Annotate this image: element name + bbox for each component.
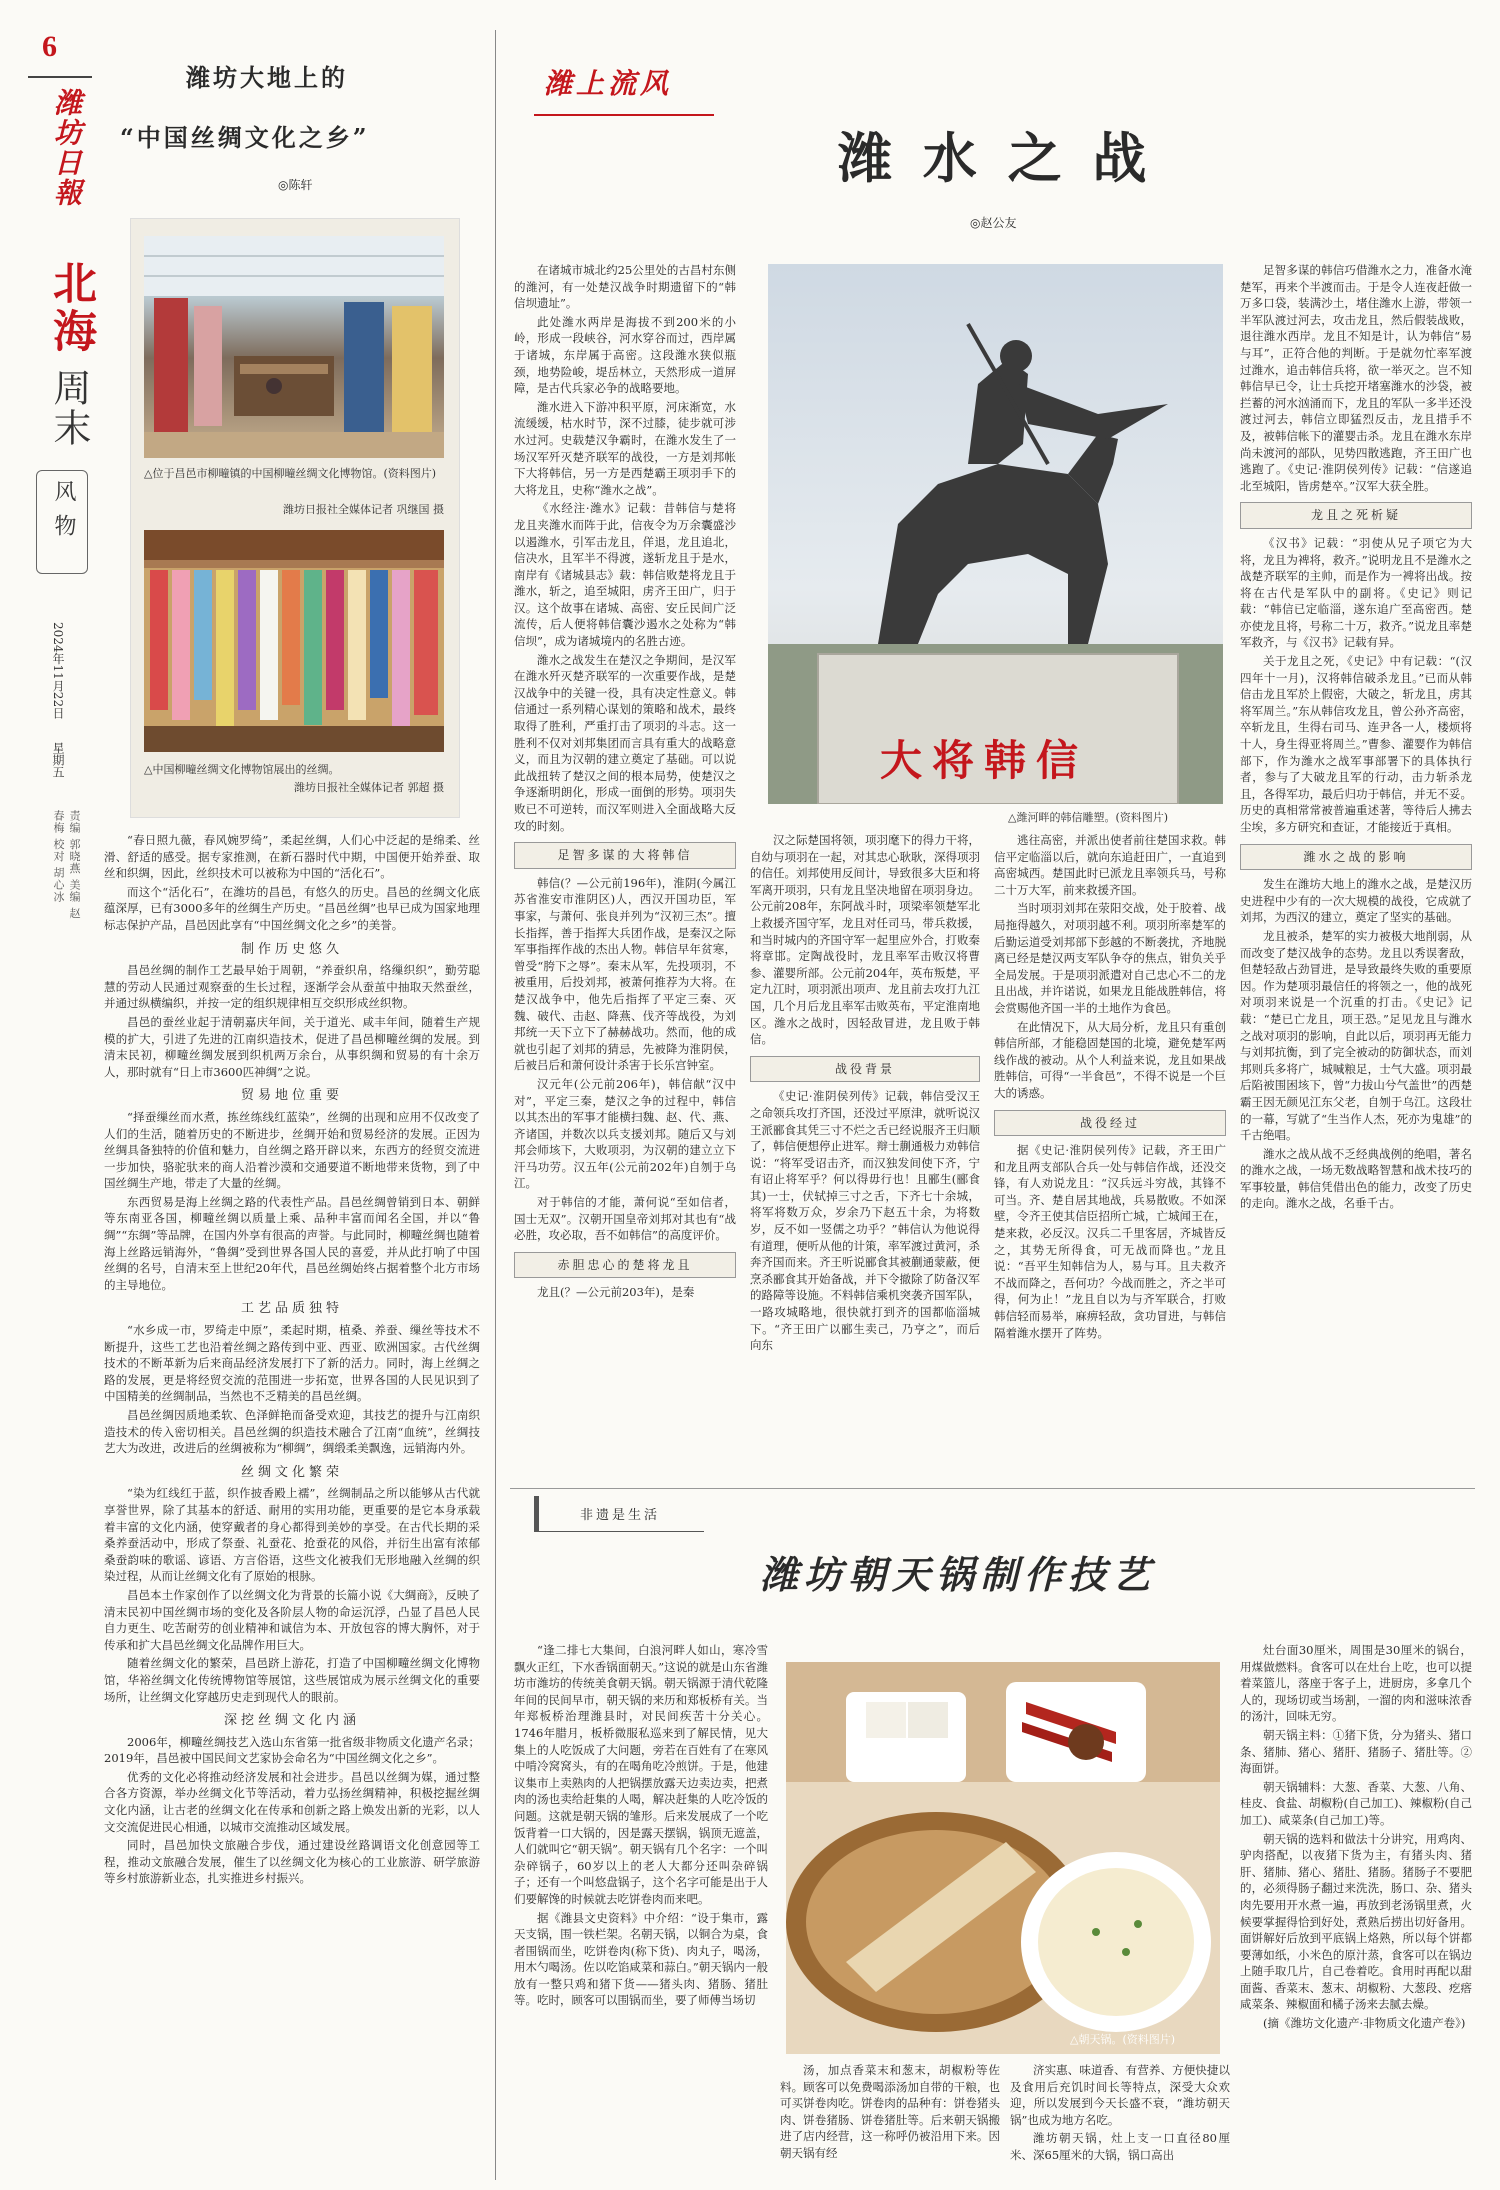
col3-para: 当时项羽刘邦在荥阳交战，处于胶着、战局拖得越久，对项羽越不利。项羽所率楚军的后勤运道受刘邦部下彭越的不断袭扰，齐地脱离已经是楚汉两支军队争夺的焦点，钳负关乎全局发展。于是项羽派遣对自己忠心不二的龙且出战，并许诺说，如果龙且能战胜韩信，将会赏赐他齐国一半的土地作为食邑。 (994, 901, 1226, 1015)
intro-para-2: 而这个“活化石”，在潍坊的昌邑，有悠久的历史。昌邑的丝绸文化底蕴深厚，已有3000多年的丝绸生产历史。“昌邑丝绸”也早已成为国家地理标志保护产品，昌邑因此享有“中国丝绸文化之乡”的美誉。 (104, 884, 480, 932)
section-para: 同时，昌邑加快文旅融合步伐，通过建设丝路调语文化创意园等工程，推动文旅融合发展，催生了以丝绸文化为核心的工业旅游、研学旅游等乡村旅游新业态，扎实推进乡村振兴。 (104, 1838, 480, 1886)
bottom-col4-para: 朝天锅主料：①猪下货，分为猪头、猪口条、猪肺、猪心、猪肝、猪肠子、猪肚等。②海面饼。 (1240, 1727, 1472, 1776)
bottom-col4 (1240, 1642, 1472, 2034)
han-xin-statue-photo (768, 264, 1223, 804)
col4-para: 足智多谋的韩信巧借潍水之力，准备水淹楚军，再来个半渡而击。于是令人连夜赶做一万多口袋，装满沙土，堵住潍水上游，带领一半军队渡过河去，攻击龙且，然后假装战败，退往潍水西岸。龙且不知是计，认为韩信“易与耳”，正符合他的判断。于是就勿忙率军渡过潍水，追击韩信兵将，欲一举灭之。岂不知韩信早已令，让士兵挖开堵塞潍水的沙袋，被拦蓄的河水汹涌而下，龙且的军队一多半还没渡过河去，韩信立即猛烈反击，龙且措手不及，被韩信帐下的灌婴击杀。龙且在潍水东岸尚未渡河的部队，见势四散逃跑，齐王田广也逃跑了。《史记·淮阴侯列传》记载：“信遂追北至城阳，皆虏楚卒。”汉军大获全胜。 (1240, 263, 1472, 493)
section-heading: 深挖丝绸文化内涵 (223, 1713, 360, 1729)
col4-para: 发生在潍坊大地上的潍水之战，是楚汉历史进程中少有的一次大规模的战役，它成就了刘邦，为西汉的建立，奠定了坚实的基础。 (1240, 877, 1472, 925)
masthead-top-rule (28, 76, 92, 78)
column-logo: 潍上流风 (544, 67, 673, 100)
section-heading: 工艺品质独特 (240, 1301, 343, 1317)
bottom-col3 (1010, 2062, 1230, 2166)
col4-heading-b: 潍水之战的影响 (1240, 844, 1472, 871)
statue-plaque: 大将韩信 (880, 736, 1089, 785)
statue-photo-caption: △潍河畔的韩信雕塑。(资料图片) (1008, 811, 1169, 824)
silk-display-photo (144, 530, 444, 752)
bottom-article-title: 潍坊朝天锅制作技艺 (760, 1552, 1157, 1597)
center-article-title: 潍 水 之 战 (838, 126, 1153, 190)
center-article-author: ◎赵公友 (970, 216, 1017, 230)
photo2-caption: △中国柳疃丝绸文化博物馆展出的丝绸。 (144, 763, 340, 776)
bottom-col3-para: 济实惠、味道香、有营养、方便快捷以及食用后充饥时间长等特点，深受大众欢迎，所以发展到今天长盛不衰，“潍坊朝天锅”也成为地方名吃。 (1010, 2063, 1230, 2127)
section-para: 昌邑丝绸的制作工艺最早始于周朝，“养蚕织帛，络缫织织”，勤劳聪慧的劳动人民通过观察蚕的生长过程，逐渐学会从蚕茧中抽取天然蚕丝，并通过纵横编织，并按一定的组织规律相互交织形成丝织物。 (104, 963, 480, 1011)
col1-para: 汉元年(公元前206年)，韩信献“汉中对”，平定三秦，楚汉之争的过程中，韩信以其杰出的军事才能横扫魏、赵、代、燕、齐诸国，并数次以兵支援刘邦。随后又与刘邦会师垓下，大败项羽，为汉朝的建立立下汗马功劳。汉五年(公元前202年)自刎于乌江。 (514, 1076, 736, 1191)
bottom-col1 (514, 1642, 768, 2011)
section-para: 随着丝绸文化的繁荣，昌邑跻上游花，打造了中国柳疃丝绸文化博物馆，华裕丝绸文化传统博物馆等展馆，这些展馆成为展示丝绸文化的重要场所，让丝绸文化穿越历史走到现代人的眼前。 (104, 1656, 480, 1704)
left-article-title-line2: “中国丝绸文化之乡” (120, 123, 370, 152)
section-para: “染为红线红于蓝，织作披香殿上襦”，丝绸制品之所以能够从古代就享誉世界，除了其基本的舒适、耐用的实用功能，更重要的是它本身承载着丰富的文化内涵，使穿戴者的身心都得到美妙的享受。在古代长期的采桑养蚕活动中，形成了祭蚕、礼蚕花、抢蚕花的风俗，并衍生出富有浓郁桑蚕韵味的歌谣、谚语、方言俗语，这些文化被我们无形地融入丝绸的织染过程，从而让丝绸文化有了原始的根脉。 (104, 1486, 480, 1584)
intro-para-1: “春日照九薇，春风婉罗绮”，柔起丝绸，人们心中泛起的是绵柔、丝滑、舒适的感受。据专家推测，在新石器时代中期，中国便开始养蚕、取丝和织绸，因此，丝织技术可以被称为中国的“活化石”。 (104, 833, 480, 881)
bottom-article (510, 1492, 1475, 2182)
col4-para: 关于龙且之死，《史记》中有记载：“(汉四年十一月)，汉将韩信破杀龙且。”已而从韩信击龙且军於上假密，大破之，斩龙且，虏其将军周兰。”东从韩信攻龙且，曾公孙齐高密，卒斩龙且，生得右司马、连尹各一人，楼烦将十人，身生得亚将周兰。”曹参、灌婴作为韩信部下，作为潍水之战军事部署下的具体执行者，参与了大破龙且军的行动，击力斩杀龙且，各得军功，最后归功于韩信，并无不妥。历史的真相常常被普遍重述著，等待后人拂去尘埃，多方研究和查证，才能接近于真相。 (1240, 654, 1472, 834)
museum-interior-photo (144, 236, 444, 458)
section-para: 昌邑本土作家创作了以丝绸文化为背景的长篇小说《大绸商》，反映了清末民初中国丝绸市场的变化及各阶层人物的命运沉浮，凸显了昌邑人民自力更生、吃苦耐劳的创业精神和诚信为本、开放包容的博大胸怀，对于传承和扩大昌邑丝绸文化品牌作用巨大。 (104, 1587, 480, 1652)
center-article (510, 36, 1475, 1476)
section-heading: 丝绸文化繁荣 (240, 1464, 343, 1480)
section-para: 2006年，柳疃丝绸技艺入选山东省第一批省级非物质文化遗产名录；2019年，昌邑被中国民间文艺家协会命名为“中国丝绸文化之乡”。 (104, 1734, 480, 1766)
col3-heading: 战役经过 (994, 1110, 1226, 1137)
bottom-col4-para: 朝天锅的选料和做法十分讲究，用鸡肉、驴肉搭配，以夜猪下货为主，有猪头肉、猪肝、猪肺、猪心、猪肚、猪肠。猪肠子不要肥的，必须得肠子翻过来洗洗，肠口、杂、猪头肉先要用开水煮一遍，再放到老汤锅里煮，火候要掌握得恰到好处，煮熟后捞出切好备用。面饼解好后放到平底锅上烙熟，所以每个饼都要薄如纸，小米色的原汁蒸，食客可以在锅边上随手取几片，自己卷着吃。食用时再配以甜面酱、香菜末、葱末、胡椒粉、大葱段、疙瘩咸菜条、辣椒面和橘子汤来去腻去燥。 (1240, 1831, 1472, 2012)
chaotianguo-photo (786, 1662, 1220, 2054)
section-para: 昌邑丝绸因质地柔软、色泽鲜艳而备受欢迎，其技艺的提升与江南织造技术的传入密切相关。昌邑丝绸的织造技术融合了江南“血统”，丝绸技艺大为改进，改进后的丝绸被称为“柳绸”，绸缎柔美飘逸，远销海内外。 (104, 1408, 480, 1456)
issue-date: 2024年11月22日 (51, 622, 65, 720)
col1-para: 《水经注·潍水》记载：昔韩信与楚将龙且夹潍水而阵于此，信夜令为万余囊盛沙以遏潍水，引军击龙且，佯退，龙且追北，信决水，且军半不得渡，遂斩龙且于是水，南岸有《诸城县志》载：韩信败楚将龙且于潍水，斩之，追至城阳，虏齐王田广，归于汉。这个故事在诸城、高密、安丘民间广泛流传，后人便将韩信囊沙遏水之处称为“韩信坝”，成为诸城境内的名胜古迹。 (514, 501, 736, 649)
bottom-col2-para: 汤，加点香菜末和葱末，胡椒粉等佐料。顾客可以免费喝添汤加自带的干粮，也可买饼卷肉吃。饼卷肉的品种有：饼卷猪头肉、饼卷猪肠、饼卷猪肚等。后来朝天锅搬进了店内经营，这一称呼仍被沿用下来。因朝天锅有经 (780, 2063, 1000, 2160)
masthead (28, 22, 98, 922)
page-number: 6 (42, 30, 57, 63)
col4-heading: 龙且之死析疑 (1240, 502, 1472, 529)
col2-para: 《史记·淮阴侯列传》记载，韩信受汉王之命领兵攻打齐国，还没过平原津，就听说汉王派郦食其凭三寸不烂之舌已经说服齐王归顺了，韩信便想停止进军。辩士蒯通极力劝韩信说：“将军受诏击齐，而汉独发间使下齐，宁有诏止将军乎？何以得毋行也！且郦生(郦食其)一士，伏轼掉三寸之舌，下齐七十余城，将军将数万众，岁余乃下赵五十余，为将数岁，反不如一竖儒之功乎？”韩信认为他说得有道理，便听从他的计策，率军渡过黄河，杀奔齐国而来。齐王听说郦食其被蒯通蒙蔽，便烹杀郦食其开始备战，并下令撤除了防备汉军的路障等设施。不料韩信乘机突袭齐国军队，一路攻城略地，很快就打到齐的国都临淄城下。“齐王田广以郦生卖己，乃亨之”，而后向东 (750, 1089, 980, 1353)
section-para: “水乡成一市，罗绮走中原”，柔起时期，植桑、养蚕、缫丝等技术不断提升，这些工艺也沿着丝绸之路传到中亚、西亚、欧洲国家。古代丝绸技术的不断革新为后来商品经济发展打下了新的活力。同时，海上丝绸之路的发展，更是将经贸交流的范围进一步拓宽，世界各国的人民见识到了中国精美的丝绸制品，当然也不乏精美的昌邑丝绸。 (104, 1323, 480, 1404)
col4-para: 《汉书》记载：“羽使从兄子项它为大将，龙且为裨将，救齐。”说明龙且不是潍水之战楚齐联军的主帅，而是作为一裨将出战。按将在古代是军队中的副将。《史记》则记载：“韩信已定临淄，遂东追广至高密西。楚亦使龙且将，号称二十万，救齐。”说龙且率楚军救齐，与《汉书》记载有异。 (1240, 535, 1472, 650)
col1-heading: 足智多谋的大将韩信 (514, 842, 736, 869)
column-divider (495, 30, 496, 2180)
col1-para: 在诸城市城北约25公里处的古昌村东侧的潍河，有一处楚汉战争时期遗留下的“韩信坝遗址”。 (514, 263, 736, 311)
section-para: 昌邑的蚕丝业起于清朝嘉庆年间，关于道光、咸丰年间，随着生产规模的扩大，引进了先进的江南织造技术，促进了昌邑柳疃丝绸的发展。到清末民初，柳疃丝绸发展到织机两万余台，从事织绸和贸易的有十余万人，那时就有“日上市3600匹神绸”之说。 (104, 1014, 480, 1079)
bottom-col1-para: “逢二排七大集间，白浪河畔人如山，寒冷雪飘火正红，下水香锅面朝天。”这说的就是山东省潍坊市潍坊的传统美食朝天锅。朝天锅源于清代乾隆年间的民间早市，朝天锅的来历和郑板桥有关。当年郑板桥治理潍县时，对民间疾苦十分关心。1746年腊月，板桥微服私巡来到了解民情，见大集上的人吃饭成了大问题，旁若在百姓有了在寒风中啃冷窝窝头，有的在喝角吃冷煎饼。于是，他建议集市上卖熟肉的人把锅摆放露天边卖边卖，把煮肉的汤也卖给赶集的人喝，解决赶集的人吃冷饭的问题。这就是朝天锅的雏形。后来发展成了一个吃饭背着一口大锅的，因是露天摆锅，锅顶无遮盖，人们就叫它“朝天锅”。朝天锅有几个名字：一个叫杂碎锅子，60岁以上的老人大都分还叫杂碎锅子；还有一个叫悠盘锅子，这个名字可能是出于人们要解馋的时候就去吃饼卷肉而来吧。 (514, 1643, 768, 1906)
col1-para: 潍水之战发生在楚汉之争期间，是汉军在潍水歼灭楚齐联军的一次重要作战，是楚汉战争中的关键一役，具有决定性意义。韩信通过一系列精心谋划的策略和战术，最终取得了胜利，严重打击了项羽的斗志。这一胜利不仅对刘邦集团而言具有重大的战略意义，而且为汉朝的建立奠定了基础。可以说此战扭转了楚汉之间的根本局势，使楚汉之争逐渐明朗化，形成一面倒的形势。项羽失败已不可逆转，而汉军则进入全面战略大反攻的时刻。 (514, 652, 736, 833)
bottom-col2 (780, 2062, 1000, 2164)
editors: 责编 郭晓燕 美编 赵春梅 校对 胡心冰 (52, 810, 81, 920)
section-heading: 贸易地位重要 (240, 1088, 343, 1104)
col2-heading: 战役背景 (750, 1056, 980, 1083)
section-main: 北海 (45, 260, 96, 356)
col3-para: 在此情况下，从大局分析，龙且只有重创韩信所部，才能稳固楚国的北境，避免楚军两线作战的被动。从个人利益来说，龙且如果战胜韩信，可得“一半食邑”，不得不说是一个巨大的诱惑。 (994, 1019, 1226, 1100)
left-article-title-line1: 潍坊大地上的 (186, 63, 348, 92)
col1-para: 龙且(？—公元前203年)，是秦 (537, 1285, 695, 1300)
chaotianguo-photo-caption: △朝天锅。(资料图片) (1070, 2033, 1176, 2046)
left-article-author: ◎陈轩 (278, 178, 313, 192)
center-col3 (994, 832, 1226, 1343)
col1-para: 韩信(？—公元前196年)，淮阴(今属江苏省淮安市淮阴区)人，西汉开国功臣，军事家，与萧何、张良并列为“汉初三杰”。擅长指挥，善于指挥大兵团作战，是秦汉之际军事指挥作战的杰出人物。韩信早年贫寒，曾受“胯下之辱”。秦末从军，先投项羽，不被重用，后投刘邦，被萧何推荐为大将。在楚汉战争中，他先后指挥了平定三秦、灭魏、破代、击赵、降燕、伐齐等战役，为刘邦统一天下立下了赫赫战功。然而，他的成就也引起了刘邦的猜忌，先被降为淮阴侯，后被吕后和萧何设计杀害于长乐宫钟室。 (514, 875, 736, 1073)
issue-weekday: 星期五 (51, 742, 65, 778)
photo1-credit: 潍坊日报社全媒体记者 巩继国 摄 (283, 503, 444, 516)
col1-para: 对于韩信的才能，萧何说“至如信者，国士无双”。汉朝开国皇帝刘邦对其也有“战必胜，攻必取，吾不如韩信”的高度评价。 (514, 1195, 736, 1243)
section-separator (510, 1488, 1475, 1489)
photo1-caption: △位于昌邑市柳疃镇的中国柳疃丝绸文化博物馆。(资料图片) (144, 467, 437, 480)
section-sub: 周末 (47, 368, 91, 448)
section-para: 东西贸易是海上丝绸之路的代表性产品。昌邑丝绸曾销到日本、朝鲜等东南亚各国，柳疃丝绸以质量上乘、品种丰富而闻名全国，并以“鲁绸”“东绸”等品牌，在国内外享有很高的声誉。与此同时，柳疃丝绸也随着海上丝路远销海外，“鲁绸”受到世界各国人民的喜爱，并从此打响了中国丝绸的名号，自清末至上世纪20年代，昌邑丝绸始终占据着整个北方市场的主导地位。 (104, 1194, 480, 1292)
left-article (100, 36, 485, 2176)
section-para: 优秀的文化必将推动经济发展和社会进步。昌邑以丝绸为媒，通过整合各方资源，举办丝绸文化节等活动，着力弘扬丝绸精神，积极挖掘丝绸文化内涵，让古老的丝绸文化在传承和创新之路上焕发出新的光彩，以人文交流促进民心相通，以城市交流推动区域发展。 (104, 1769, 480, 1834)
col4-para: 龙且被杀，楚军的实力被极大地削弱，从而改变了楚汉战争的态势。龙且以秀误奢敌，但楚轻敌占劲冒进，是导致最终失败的重要原因。作为楚项羽最信任的将领之一，他的战死对项羽来说是一个沉重的打击。《史记》记载：“楚已亡龙且，项王恐。”足见龙且与潍水之战对项羽的影响，自此以后，项羽再无能力与刘邦抗衡，到了完全被动的防御状态，而刘邦则兵多将广，城喊粮足，士气大盛。项羽最后陷被围困垓下，曾“力拔山兮气盖世”的西楚霸王因无颜见江东父老，自刎于乌江。这段壮的一幕，写就了“生当作人杰，死亦为鬼雄”的千古绝唱。 (1240, 928, 1472, 1143)
bottom-col4-source: (摘《潍坊文化遗产·非物质文化遗产卷》) (1263, 2016, 1466, 2031)
center-col4 (1240, 262, 1472, 1214)
col2-para: 汉之际楚国将领，项羽麾下的得力干将，自幼与项羽在一起，对其忠心耿耿，深得项羽的信任。刘邦使用反间计，导致很多大臣和将军离开项羽，只有龙且坚决地留在项羽身边。公元前208年，东阿战斗时，项梁率领楚军北上救援齐国守军，龙且对任司马，带兵救援，和当时城内的齐国守军一起里应外合，打败秦将章邯。定陶战役时，龙且率军击败汉将曹参、灌婴所部。公元前204年，英布叛楚，平定九江时，项羽派出项声、龙且前去攻打九江国，几个月后龙且率军击败英布，平定淮南地区。潍水之战时，因轻敌冒进，龙且败于韩信。 (750, 833, 980, 1047)
section-para: “择蚕缫丝而水煮，拣丝练线红蓝染”，丝绸的出现和应用不仅改变了人们的生活，随着历史的不断进步，丝绸开始和贸易经济的发展。正因为丝绸具备独特的价值和魅力，自丝绸之路开辟以来，东西方的经贸交流进一步加快，骆驼驮来的商人沿着沙漠和交通要道不断地带来货物，到了中国丝绸生产地，带走了大量的丝绸。 (104, 1109, 480, 1191)
paper-name: 潍坊日報 (50, 88, 83, 208)
center-col2 (750, 832, 980, 1356)
bottom-col4-para: 朝天锅辅料：大葱、香菜、大葱、八角、桂皮、食盐、胡椒粉(自己加工)、辣椒粉(自己加工)、咸菜条(自己加工)等。 (1240, 1779, 1472, 1827)
section-heading: 制作历史悠久 (240, 941, 343, 957)
bottom-col3-para: 潍坊朝天锅，灶上支一口直径80厘米、深65厘米的大锅，锅口高出 (1010, 2131, 1230, 2162)
col3-para: 据《史记·淮阴侯列传》记载，齐王田广和龙且两支部队合兵一处与韩信作战，还没交锋，有人劝说龙且：“汉兵远斗穷战，其锋不可当。齐、楚自居其地战，兵易散败。不如深壁，令齐王使其信臣招所亡城，亡城闻王在，楚来救，必反汉。汉兵二千里客居，齐城皆反之，其势无所得食，可无战而降也。”龙且说：“吾平生知韩信为人，易与耳。且夫救齐不战而降之，吾何功？今战而胜之，齐之半可得，何为止！”龙且自以为与齐军联合，打败韩信轻而易举，麻痹轻敌，贪功冒进，与韩信隔着潍水摆开了阵势。 (994, 1143, 1226, 1340)
col4-para: 潍水之战从战不乏经典战例的绝唱，著名的潍水之战，一场无数战略智慧和战术技巧的军事较量，韩信凭借出色的能力，改变了历史的走向。潍水之战，名垂千古。 (1240, 1146, 1472, 1211)
bottom-column-label: 非遗是生活 (580, 1508, 661, 1523)
col1-heading-b: 赤胆忠心的楚将龙且 (514, 1252, 736, 1279)
left-article-body (104, 832, 480, 1889)
col1-para: 此处潍水两岸是海拔不到200米的小岭，形成一段峡谷，河水穿谷而过，西岸属于诸城，东岸属于高密。这段潍水狭似瓶颈，地势险峻，堤岳林立，天然形成一道屏障，是古代兵家必争的战略要地。 (514, 314, 736, 396)
bottom-col1-para: 据《潍县文史资料》中介绍：“设于集市，露天支锅，围一铁栏架。名朝天锅，以铜合为桌，食者围锅而坐，吃饼卷肉(称下货)、肉丸子，喝汤，用木勺喝汤。佐以吃馅咸菜和蒜白。”朝天锅内一般放有一整只鸡和猪下货——猪头肉、猪肠、猪肚等。吃时，顾客可以围锅而坐，要了师傅当场切 (514, 1910, 768, 2008)
center-col1 (514, 262, 736, 1303)
column-label: 风物 (51, 480, 76, 548)
col1-para: 潍水进入下游冲积平原，河床渐宽，水流缓缓，枯水时节，深不过膝，徒步就可涉水过河。史载楚汉争霸时，在潍水发生了一场汉军歼灭楚齐联军的战役，一方是刘邦帐下大将韩信，另一方是西楚霸王项羽手下的大将龙且，史称“潍水之战”。 (514, 399, 736, 497)
col3-para: 逃往高密，并派出使者前往楚国求救。韩信平定临淄以后，就向东追赶田广，一直追到高密城西。楚国此时已派龙且率领兵马，号称二十万大军，前来救援齐国。 (994, 833, 1226, 897)
bottom-col4-para: 灶台面30厘米，周围是30厘米的锅台，用煤做燃料。食客可以在灶台上吃，也可以提着菜篮儿，落座于客子上，进厨房，多拿几个人的，现场切或当场割，一溜的肉和滋味浓香的汤汁，回味无穷。 (1240, 1643, 1472, 1724)
photo2-credit: 潍坊日报社全媒体记者 郭超 摄 (294, 781, 444, 794)
